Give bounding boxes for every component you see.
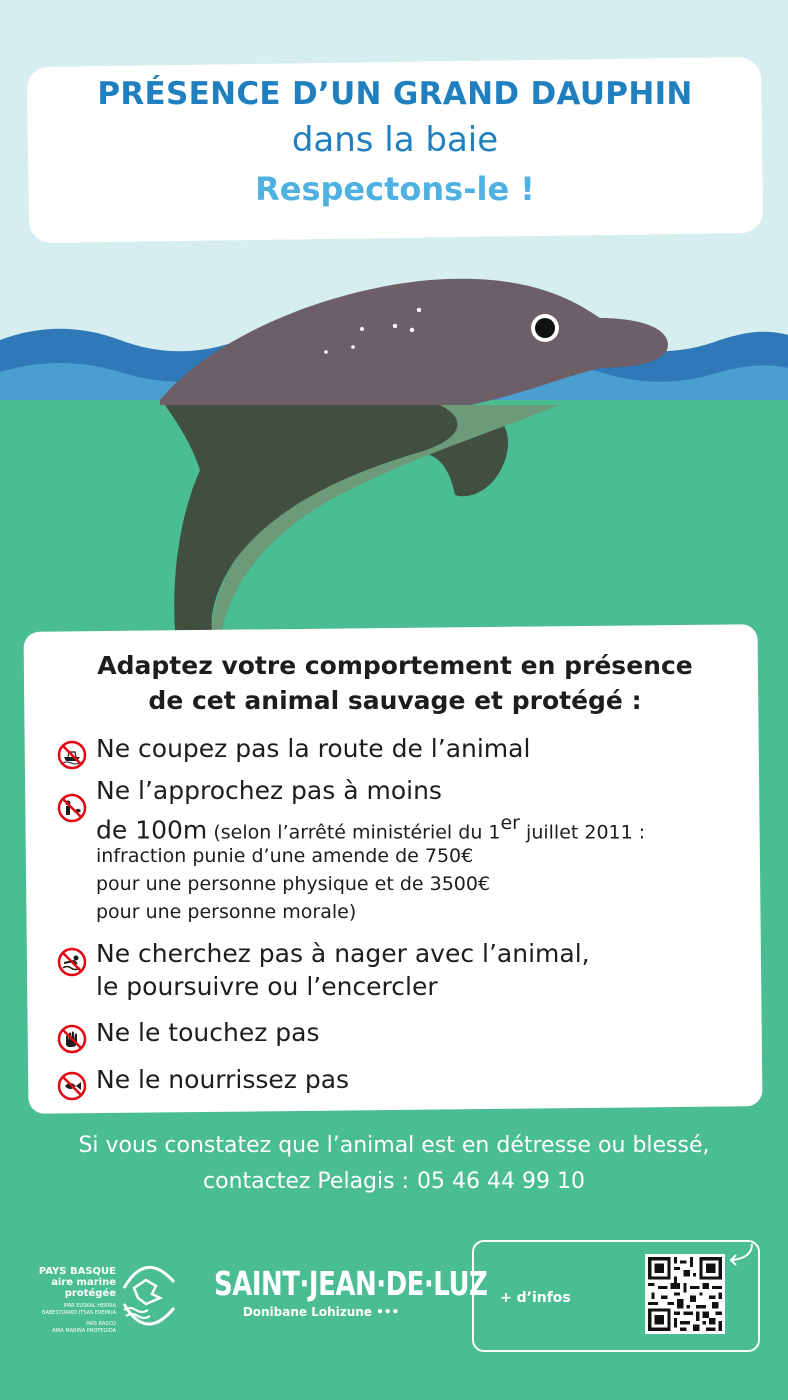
distress-line2 xyxy=(0,1164,788,1200)
logo-text: AIRA MARINA PROTEGIDA xyxy=(52,1328,116,1334)
rules-heading-line1: Adaptez votre comportement en présence xyxy=(97,651,693,680)
logo-text: PAÍS BASCO xyxy=(86,1321,116,1327)
qr-code-icon[interactable] xyxy=(645,1254,725,1334)
page-title: PRÉSENCE D’UN GRAND DAUPHIN xyxy=(97,76,693,112)
title-block xyxy=(28,72,762,214)
city-basque-name: Donibane Lohizune ••• xyxy=(242,1305,400,1319)
more-info-label: + d’infos xyxy=(500,1290,571,1306)
pelagis-phone-number[interactable]: 05 46 44 99 10 xyxy=(417,1169,585,1194)
no-boat-cutting-icon xyxy=(56,739,88,771)
saint-jean-de-luz-logo xyxy=(214,1266,488,1322)
logo-text: PAYS BASQUE xyxy=(38,1266,116,1277)
rule-legal-end: juillet 2011 : xyxy=(520,821,646,844)
no-touching-icon xyxy=(56,1023,88,1055)
rule-legal-line: pour une personne morale) xyxy=(96,901,357,923)
rule-legal-line: pour une personne physique et de 3500€ xyxy=(96,873,491,895)
no-swimming-icon xyxy=(56,946,88,978)
pays-basque-logo-text xyxy=(30,1266,116,1335)
city-name: SAINT·JEAN·DE·LUZ xyxy=(214,1266,488,1304)
page-subtitle: dans la baie xyxy=(291,120,499,160)
no-approach-icon xyxy=(56,792,88,824)
page-slogan: Respectons-le ! xyxy=(255,170,535,208)
rule-text: Ne le touchez pas xyxy=(96,1018,320,1047)
rule-text: Ne l’approchez pas à moins xyxy=(96,776,442,805)
rule-legal-sup: er xyxy=(500,812,520,834)
rules-heading xyxy=(40,648,750,718)
logo-text: aire marine xyxy=(51,1277,116,1288)
rule-legal-line: infraction punie d’une amende de 750€ xyxy=(96,845,474,867)
rule-legal-note: (selon l’arrêté ministériel du 1 xyxy=(207,821,501,844)
rules-heading-line2: de cet animal sauvage et protégé : xyxy=(148,686,642,715)
curved-arrow-icon xyxy=(726,1240,756,1270)
rule-text: le poursuivre ou l’encercler xyxy=(96,972,438,1001)
rule-text: Ne le nourrissez pas xyxy=(96,1065,350,1094)
rule-text-distance xyxy=(96,809,645,846)
logo-text: protégée xyxy=(64,1288,116,1299)
no-feeding-icon xyxy=(56,1070,88,1102)
pays-basque-emblem-icon xyxy=(116,1258,180,1332)
distress-notice xyxy=(0,1128,788,1200)
distress-contact-label: contactez Pelagis : xyxy=(203,1169,409,1194)
logo-text: IPAR EUSKAL HERRIA xyxy=(63,1303,116,1309)
pays-basque-logo xyxy=(30,1258,180,1334)
rule-distance: de 100m xyxy=(96,815,208,845)
logo-text: BABESTURIKO ITSAS EREMUA xyxy=(42,1310,116,1316)
rule-text: Ne coupez pas la route de l’animal xyxy=(96,734,531,763)
rule-text: Ne cherchez pas à nager avec l’animal, xyxy=(96,939,590,968)
distress-line1: Si vous constatez que l’animal est en détresse ou blessé, xyxy=(78,1133,710,1158)
